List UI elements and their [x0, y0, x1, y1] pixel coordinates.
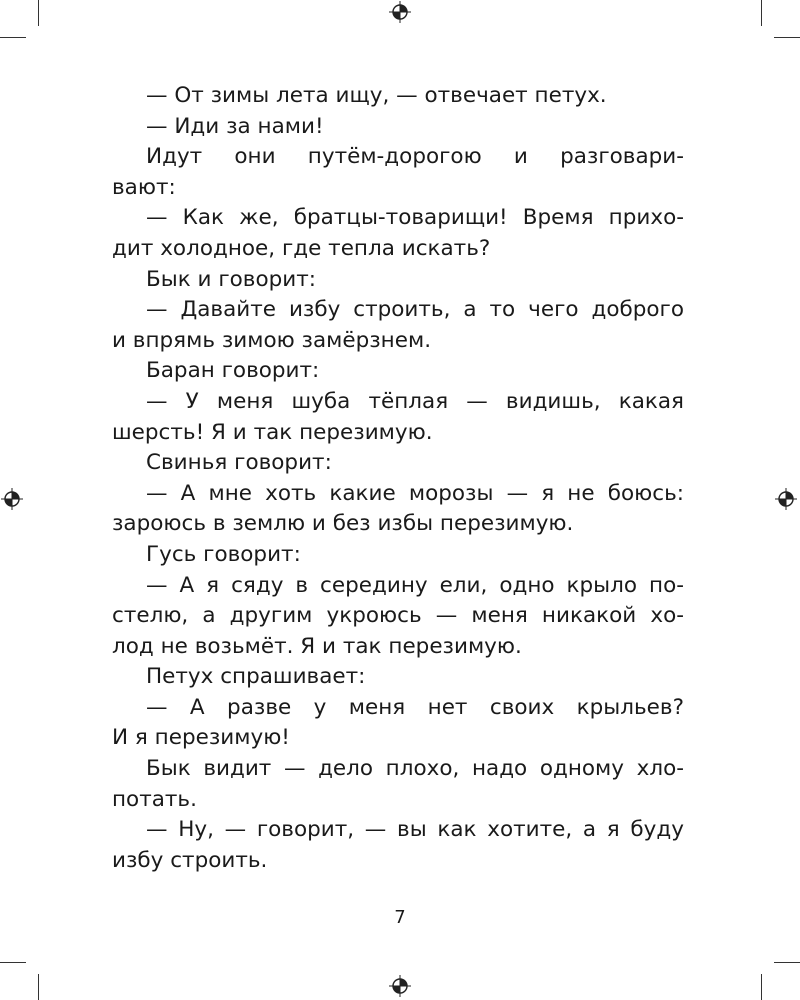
text-line: стелю, а другим укроюсь — меня никакой хо-: [112, 603, 684, 629]
registration-mark-right-icon: [775, 488, 797, 510]
text-line: лод не возьмёт. Я и так перезимую.: [112, 633, 522, 659]
text-line: — Ну, — говорит, — вы как хотите, а я буду: [146, 817, 684, 843]
text-line: избу строить.: [112, 847, 268, 873]
text-line: — А разве у меня нет своих крыльев?: [146, 694, 684, 720]
text-line: — Иди за нами!: [146, 113, 324, 139]
crop-mark-bottom-right: [761, 974, 762, 1000]
crop-mark-top-right: [761, 0, 762, 26]
text-line: шерсть! Я и так перезимую.: [112, 419, 433, 445]
text-line: дит холодное, где тепла искать?: [112, 235, 491, 261]
registration-mark-bottom-icon: [389, 975, 411, 997]
page-number: 7: [394, 907, 406, 928]
text-line: Петух спрашивает:: [146, 664, 366, 690]
text-line: Свинья говорит:: [146, 450, 332, 476]
text-line: И я перезимую!: [112, 725, 290, 751]
text-line: и впрямь зимою замёрзнем.: [112, 327, 432, 353]
text-line: — От зимы лета ищу, — отвечает петух.: [146, 83, 607, 108]
page-text: [112, 81, 684, 876]
registration-mark-left-icon: [1, 488, 23, 510]
text-line: Бык и говорит:: [146, 266, 317, 292]
text-line: зароюсь в землю и без избы перезимую.: [112, 511, 574, 537]
text-line: Баран говорит:: [146, 358, 320, 384]
text-line: — У меня шуба тёплая — видишь, какая: [146, 388, 684, 414]
crop-mark-bottom-left: [38, 974, 39, 1000]
text-line: потать.: [112, 786, 197, 812]
text-line: — Давайте избу строить, а то чего доброго: [146, 297, 684, 323]
crop-mark-top-left-h: [0, 37, 26, 38]
text-line: Идут они путём-дорогою и разговари-: [146, 144, 684, 170]
text-line: Гусь говорит:: [146, 541, 301, 567]
text-line: — Как же, братцы-товарищи! Время прихо-: [146, 205, 684, 231]
text-line: — А я сяду в середину ели, одно крыло по-: [146, 572, 684, 598]
text-line: вают:: [112, 174, 176, 200]
crop-mark-top-left: [38, 0, 39, 26]
crop-mark-bottom-right-h: [774, 962, 800, 963]
crop-mark-bottom-left-h: [0, 962, 26, 963]
text-line: — А мне хоть какие морозы — я не боюсь:: [146, 480, 684, 506]
text-line: Бык видит — дело плохо, надо одному хло-: [146, 756, 684, 782]
crop-mark-top-right-h: [774, 37, 800, 38]
registration-mark-top-icon: [389, 1, 411, 23]
